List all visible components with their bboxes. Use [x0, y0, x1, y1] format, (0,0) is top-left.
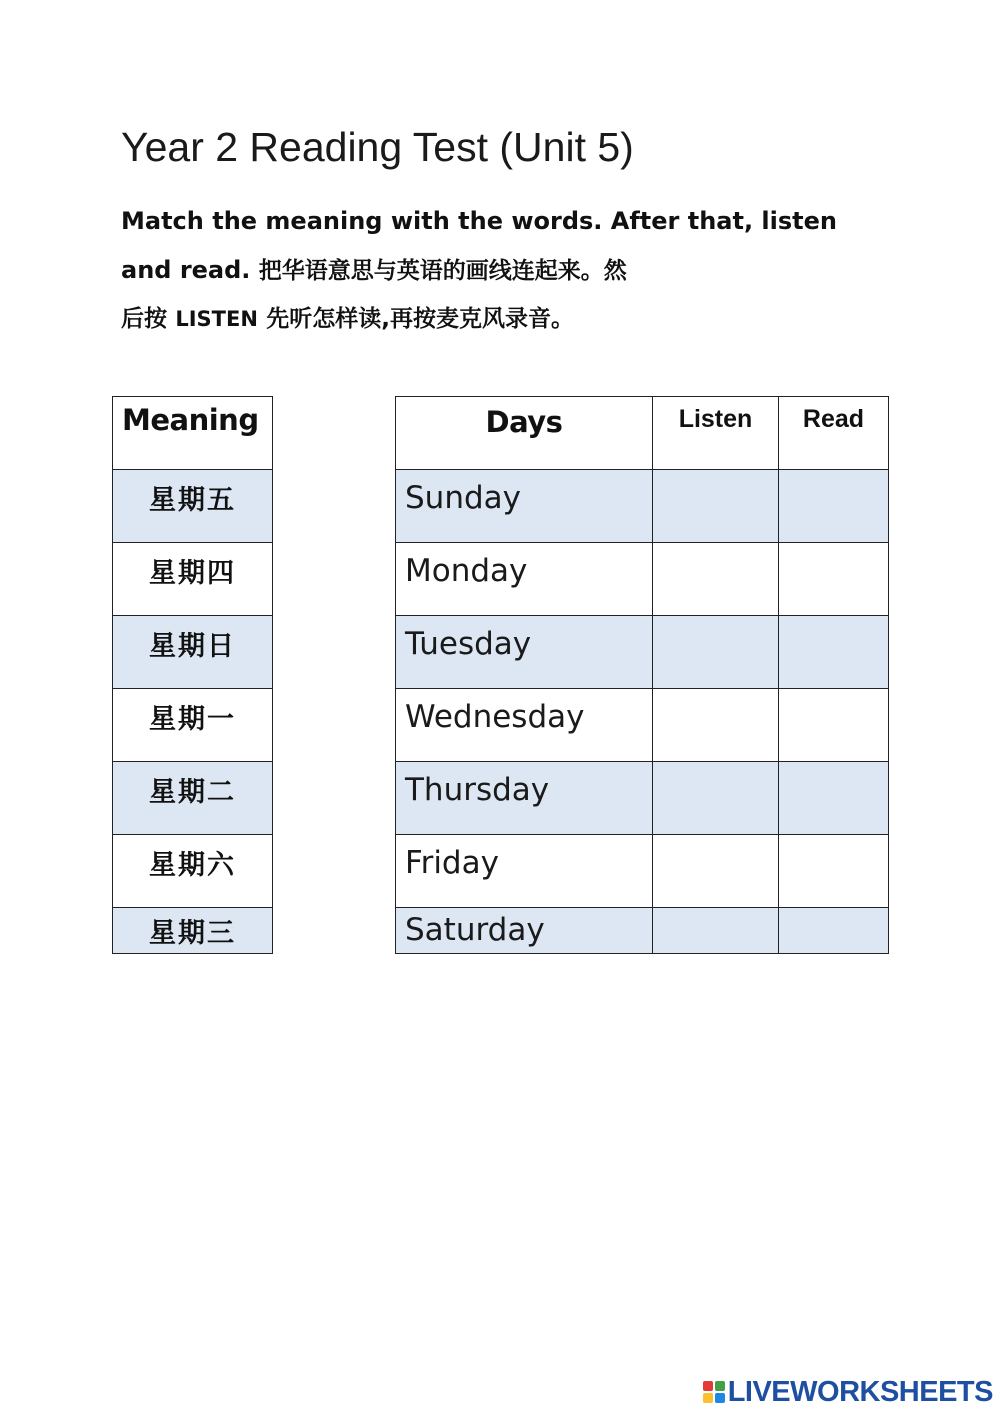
- instructions: [121, 197, 881, 341]
- meaning-header: Meaning: [113, 397, 273, 470]
- listen-cell[interactable]: [653, 908, 779, 954]
- day-row: [396, 543, 889, 616]
- meaning-cell[interactable]: 星期三: [113, 908, 273, 954]
- meaning-cell[interactable]: 星期二: [113, 762, 273, 835]
- instructions-line3: [121, 296, 881, 341]
- read-header: Read: [779, 397, 889, 470]
- page-title: Year 2 Reading Test (Unit 5): [121, 124, 634, 170]
- read-cell[interactable]: [779, 470, 889, 543]
- meaning-row: [113, 543, 273, 616]
- meaning-cell[interactable]: 星期一: [113, 689, 273, 762]
- meaning-row: [113, 616, 273, 689]
- instructions-chinese-before: 后按: [121, 306, 167, 332]
- logo-text: LIVEWORKSHEETS: [727, 1375, 993, 1408]
- meaning-row: [113, 470, 273, 543]
- meaning-cell[interactable]: 星期四: [113, 543, 273, 616]
- read-cell[interactable]: [779, 762, 889, 835]
- meaning-cell[interactable]: 星期五: [113, 470, 273, 543]
- day-cell[interactable]: Wednesday: [396, 689, 653, 762]
- day-cell[interactable]: Monday: [396, 543, 653, 616]
- day-row: [396, 835, 889, 908]
- logo-square-icon: [715, 1393, 725, 1403]
- day-row: [396, 616, 889, 689]
- day-cell[interactable]: Sunday: [396, 470, 653, 543]
- days-table: [395, 396, 889, 954]
- instructions-english: Match the meaning with the words. After that, listen and read.: [121, 207, 837, 284]
- meaning-row: [113, 908, 273, 954]
- day-row: [396, 689, 889, 762]
- instructions-chinese-line1: 把华语意思与英语的画线连起来。然: [258, 258, 627, 284]
- listen-cell[interactable]: [653, 762, 779, 835]
- listen-cell[interactable]: [653, 835, 779, 908]
- meaning-table: [112, 396, 273, 954]
- day-row: [396, 470, 889, 543]
- meaning-row: [113, 762, 273, 835]
- day-row: [396, 908, 889, 954]
- listen-cell[interactable]: [653, 616, 779, 689]
- days-header-row: [396, 397, 889, 470]
- logo-square-icon: [703, 1393, 713, 1403]
- meaning-row: [113, 835, 273, 908]
- read-cell[interactable]: [779, 835, 889, 908]
- instructions-listen-word: LISTEN: [175, 307, 258, 331]
- read-cell[interactable]: [779, 543, 889, 616]
- day-cell[interactable]: Friday: [396, 835, 653, 908]
- listen-cell[interactable]: [653, 689, 779, 762]
- meaning-row: [113, 689, 273, 762]
- logo-mark-icon: [703, 1381, 725, 1403]
- meaning-cell[interactable]: 星期六: [113, 835, 273, 908]
- day-cell[interactable]: Thursday: [396, 762, 653, 835]
- meaning-header-row: [113, 397, 273, 470]
- instructions-chinese-after: 先听怎样读,再按麦克风录音。: [266, 306, 575, 332]
- meaning-cell[interactable]: 星期日: [113, 616, 273, 689]
- listen-header: Listen: [653, 397, 779, 470]
- day-cell[interactable]: Tuesday: [396, 616, 653, 689]
- read-cell[interactable]: [779, 616, 889, 689]
- logo-square-icon: [703, 1381, 713, 1391]
- read-cell[interactable]: [779, 908, 889, 954]
- listen-cell[interactable]: [653, 543, 779, 616]
- day-cell[interactable]: Saturday: [396, 908, 653, 954]
- day-row: [396, 762, 889, 835]
- read-cell[interactable]: [779, 689, 889, 762]
- days-header: Days: [396, 397, 653, 470]
- logo-square-icon: [715, 1381, 725, 1391]
- liveworksheets-logo: [703, 1376, 993, 1408]
- listen-cell[interactable]: [653, 470, 779, 543]
